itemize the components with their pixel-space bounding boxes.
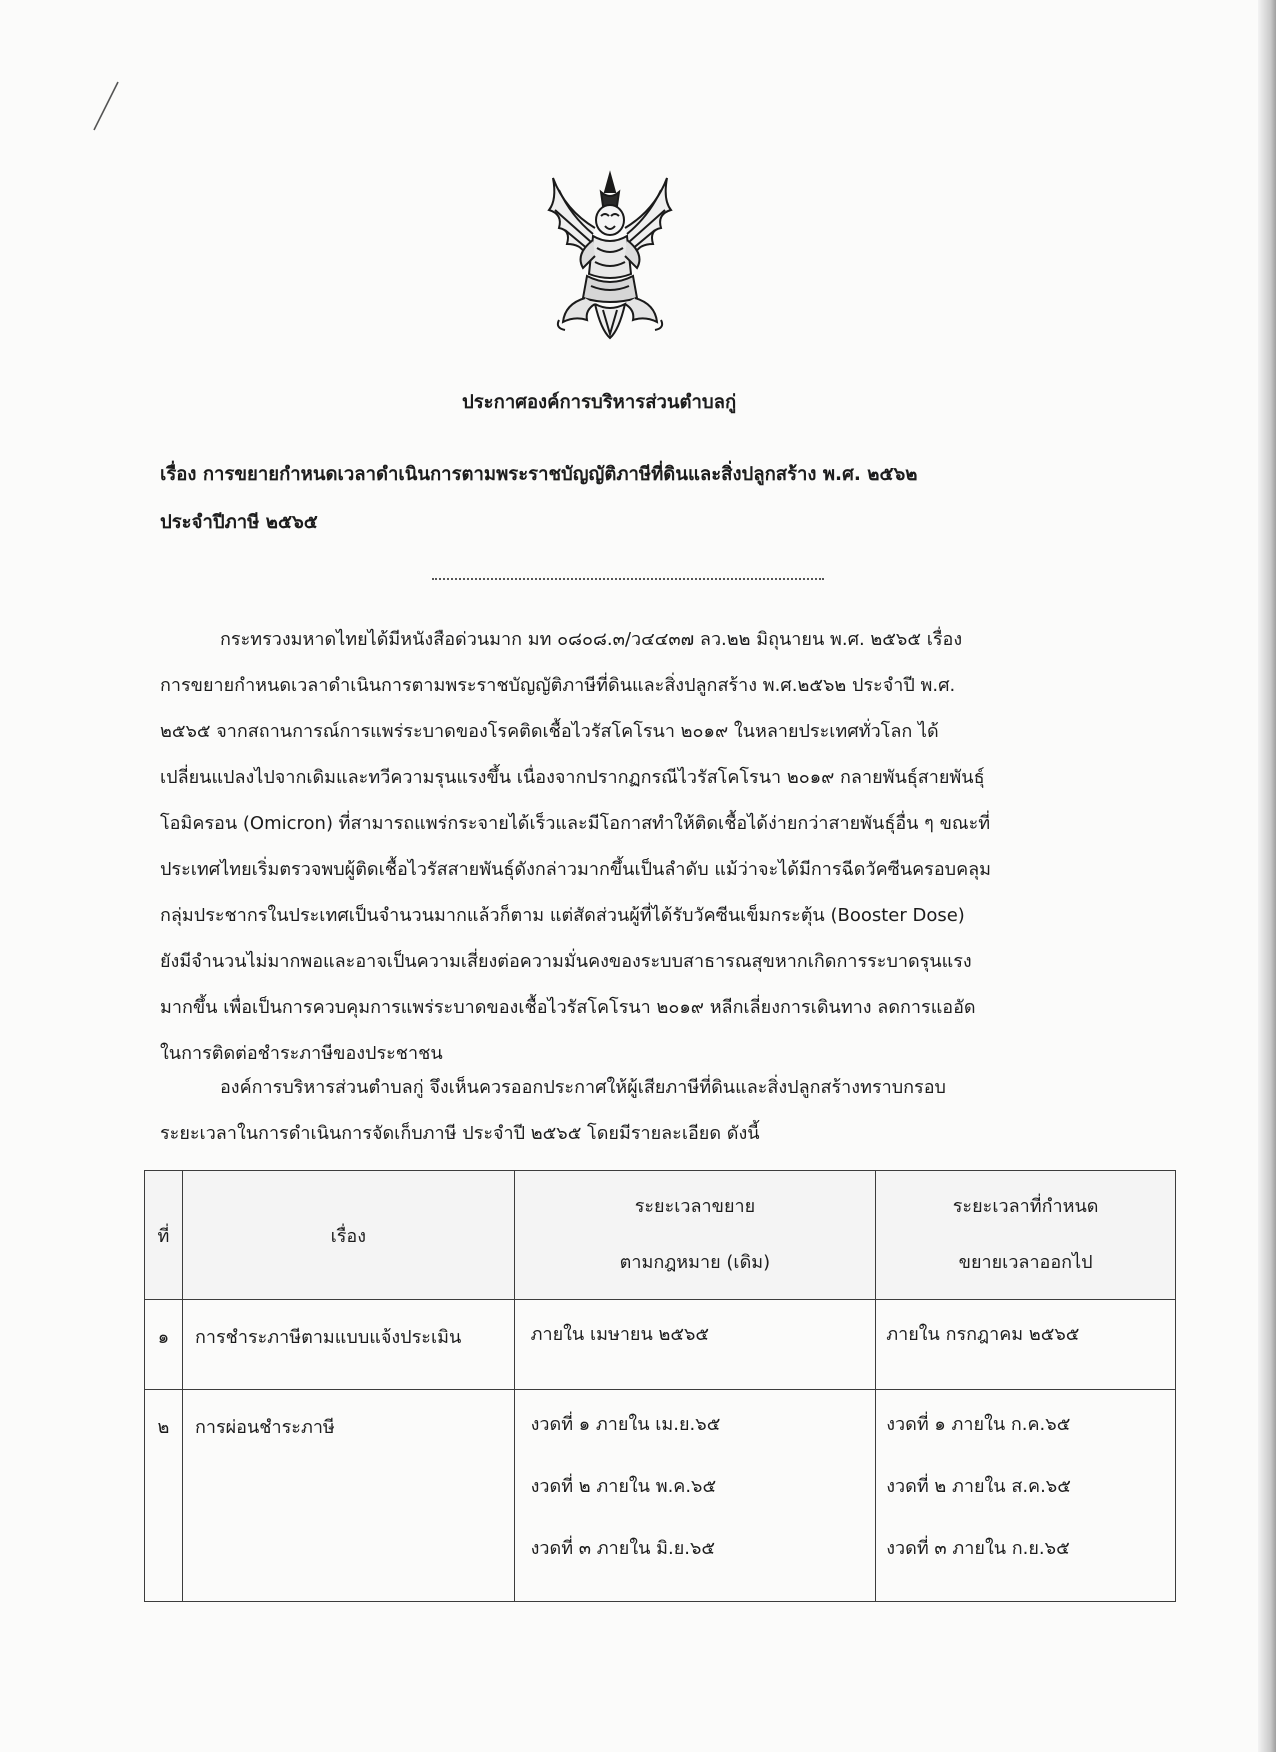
row-num: ๑ xyxy=(145,1300,183,1390)
announcement-subject: เรื่อง การขยายกำหนดเวลาดำเนินการตามพระราชบัญญัติภาษีที่ดินและสิ่งปลูกสร้าง พ.ศ. ๒๕๖๒ xyxy=(160,464,918,485)
garuda-emblem-icon xyxy=(545,170,675,342)
original-installment: งวดที่ ๒ ภายใน พ.ค.๖๕ xyxy=(530,1476,717,1497)
row-original-period xyxy=(514,1300,876,1390)
row-extended-period xyxy=(876,1390,1176,1602)
paragraph2-line: ระยะเวลาในการดำเนินการจัดเก็บภาษี ประจำปี ๒๕๖๕ โดยมีรายละเอียด ดังนี้ xyxy=(160,1123,760,1144)
header-extended-line1: ระยะเวลาที่กำหนด xyxy=(952,1196,1099,1217)
paragraph2-line: องค์การบริหารส่วนตำบลกู่ จึงเห็นควรออกประกาศให้ผู้เสียภาษีที่ดินและสิ่งปลูกสร้างทราบกรอบ xyxy=(220,1077,946,1098)
table-header-row xyxy=(145,1171,1176,1300)
pen-stroke-mark xyxy=(90,78,130,138)
paragraph1-line: กลุ่มประชากรในประเทศเป็นจำนวนมากแล้วก็ตาม แต่สัดส่วนผู้ที่ได้รับวัคซีนเข็มกระตุ้น (Booster Dose) xyxy=(160,905,965,926)
paragraph1-line: เปลี่ยนแปลงไปจากเดิมและทวีความรุนแรงขึ้น เนื่องจากปรากฏกรณีไวรัสโคโรนา ๒๐๑๙ กลายพันธุ์สายพันธุ์ xyxy=(160,767,985,788)
header-num: ที่ xyxy=(145,1171,183,1300)
announcement-title: ประกาศองค์การบริหารส่วนตำบลกู่ xyxy=(462,392,737,413)
scan-edge-shadow xyxy=(1258,0,1276,1752)
paragraph1-line: กระทรวงมหาดไทยได้มีหนังสือด่วนมาก มท ๐๘๐๘.๓/ว๔๔๓๗ ลว.๒๒ มิถุนายน พ.ศ. ๒๕๖๕ เรื่อง xyxy=(220,629,963,650)
announcement-tax-year: ประจำปีภาษี ๒๕๖๕ xyxy=(160,512,318,533)
table-row xyxy=(145,1390,1176,1602)
extended-installment: งวดที่ ๑ ภายใน ก.ค.๖๕ xyxy=(886,1414,1071,1435)
header-original-line1: ระยะเวลาขยาย xyxy=(634,1196,756,1217)
original-installment: งวดที่ ๑ ภายใน เม.ย.๖๕ xyxy=(530,1414,721,1435)
extended-installment: งวดที่ ๒ ภายใน ส.ค.๖๕ xyxy=(886,1476,1071,1497)
row-num: ๒ xyxy=(145,1390,183,1602)
paragraph1-line: การขยายกำหนดเวลาดำเนินการตามพระราชบัญญัติภาษีที่ดินและสิ่งปลูกสร้าง พ.ศ.๒๕๖๒ ประจำปี พ.ศ. xyxy=(160,675,956,696)
paragraph1-line: ในการติดต่อชำระภาษีของประชาชน xyxy=(160,1043,443,1064)
paragraph1-line: ๒๕๖๕ จากสถานการณ์การแพร่ระบาดของโรคติดเชื้อไวรัสโคโรนา ๒๐๑๙ ในหลายประเทศทั่วโลก ได้ xyxy=(160,721,939,742)
header-subject: เรื่อง xyxy=(182,1171,514,1300)
paragraph1-line: ประเทศไทยเริ่มตรวจพบผู้ติดเชื้อไวรัสสายพันธุ์ดังกล่าวมากขึ้นเป็นลำดับ แม้ว่าจะได้มีการฉีดวัคซีนครอบคลุม xyxy=(160,859,992,880)
extended-installment: งวดที่ ๓ ภายใน ก.ย.๖๕ xyxy=(886,1538,1070,1559)
row-subject: การผ่อนชำระภาษี xyxy=(182,1390,514,1602)
extended-installment: ภายใน กรกฎาคม ๒๕๖๕ xyxy=(886,1324,1080,1345)
tax-schedule-table xyxy=(144,1170,1176,1602)
paragraph1-line: มากขึ้น เพื่อเป็นการควบคุมการแพร่ระบาดของเชื้อไวรัสโคโรนา ๒๐๑๙ หลีกเลี่ยงการเดินทาง ลดการแออัด xyxy=(160,997,976,1018)
header-original-period xyxy=(514,1171,876,1300)
table-row xyxy=(145,1300,1176,1390)
row-original-period xyxy=(514,1390,876,1602)
paragraph1-line: โอมิครอน (Omicron) ที่สามารถแพร่กระจายได้เร็วและมีโอกาสทำให้ติดเชื้อได้ง่ายกว่าสายพันธุ์อื่น ๆ ขณะที่ xyxy=(160,813,991,834)
row-subject: การชำระภาษีตามแบบแจ้งประเมิน xyxy=(182,1300,514,1390)
paragraph1-line: ยังมีจำนวนไม่มากพอและอาจเป็นความเสี่ยงต่อความมั่นคงของระบบสาธารณสุขหากเกิดการระบาดรุนแรง xyxy=(160,951,972,972)
header-extended-line2: ขยายเวลาออกไป xyxy=(958,1252,1093,1273)
dotted-separator xyxy=(432,578,824,580)
header-original-line2: ตามกฎหมาย (เดิม) xyxy=(619,1252,771,1273)
header-extended-period xyxy=(876,1171,1176,1300)
original-installment: ภายใน เมษายน ๒๕๖๕ xyxy=(530,1324,710,1345)
row-extended-period xyxy=(876,1300,1176,1390)
original-installment: งวดที่ ๓ ภายใน มิ.ย.๖๕ xyxy=(530,1538,716,1559)
